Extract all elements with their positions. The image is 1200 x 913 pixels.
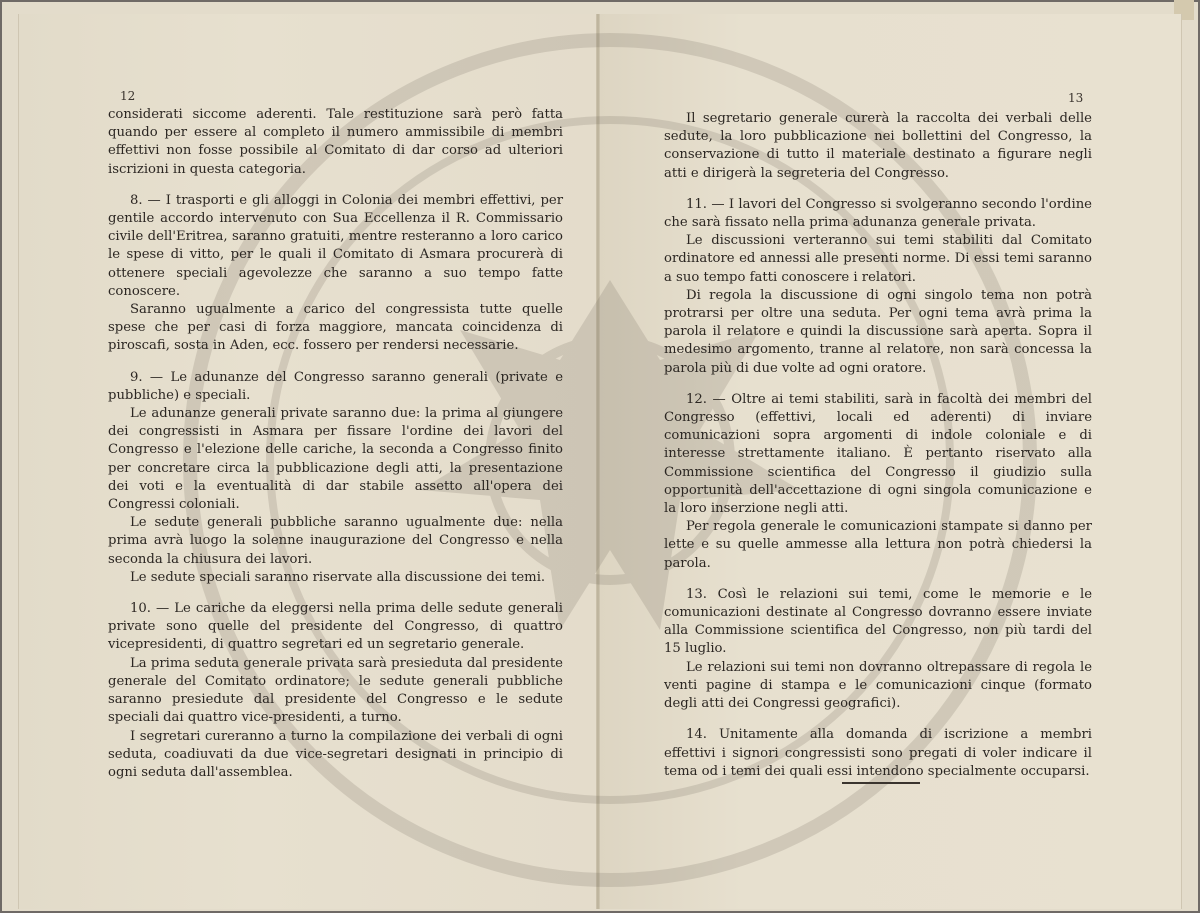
- paragraph: Di regola la discussione di ogni singolo tema non potrà protrarsi per oltre una seduta. Per ogni tema avrà prima la parola il relatore e quindi la discussione sarà aperta. Sopra il medesimo argomento, tranne al relatore, non sarà concessa la parola più di due volte ad ogni oratore.: [664, 287, 1092, 376]
- paragraph: I segretari cureranno a turno la compilazione dei verbali di ogni seduta, coadiuvati da due vice-segretari designati in principio di ogni seduta dall'assemblea.: [108, 728, 563, 780]
- paragraph-article-13: 13. Così le relazioni sui temi, come le memorie e le comunicazioni destinate al Congresso dovranno essere inviate alla Commissione scientifica del Congresso, non più tardi del 15 luglio.: [664, 586, 1092, 657]
- paragraph: Le discussioni verteranno sui temi stabiliti dal Comitato ordinatore ed annessi alle presenti norme. Di essi temi saranno a suo tempo fatti conoscere i relatori.: [664, 233, 1092, 285]
- paragraph-article-8: 8. — I trasporti e gli alloggi in Colonia dei membri effettivi, per gentile accordo intervenuto con Sua Eccellenza il R. Commissario civile dell'Eritrea, saranno gratuiti, mentre resteranno a loro carico le spese di vitto, per le quali il Comitato di Asmara procurerà di ottenere speciali agevolezze che saranno a suo tempo fatte conoscere.: [108, 192, 563, 299]
- paragraph: La prima seduta generale privata sarà presieduta dal presidente generale del Comitato ordinatore; le sedute generali pubbliche saranno presiedute dal presidente del Congresso e le sedute speciali dai quattro vice-presidenti, a turno.: [108, 655, 563, 726]
- paragraph: considerati siccome aderenti. Tale restituzione sarà però fatta quando per essere al completo il numero ammissibile di membri effettivi non fosse possibile al Comitato di dar corso ad ulteriori iscrizioni in questa categoria.: [108, 107, 563, 177]
- paragraph-article-9: 9. — Le adunanze del Congresso saranno generali (private e pubbliche) e speciali.: [108, 369, 563, 403]
- paragraph-article-10: 10. — Le cariche da eleggersi nella prima delle sedute generali private sono quelle del presidente del Congresso, di quattro vicepresidenti, di quattro segretari ed un segretario generale.: [108, 601, 563, 653]
- right-page-text: [664, 110, 1092, 781]
- paragraph: Saranno ugualmente a carico del congressista tutte quelle spese che per casi di forza maggiore, mancata coincidenza di piroscafi, sosta in Aden, ecc. fossero per rendersi necessarie.: [108, 302, 563, 354]
- paragraph-article-11: 11. — I lavori del Congresso si svolgeranno secondo l'ordine che sarà fissato nella prima adunanza generale privata.: [664, 196, 1092, 231]
- paragraph: Il segretario generale curerà la raccolta dei verbali delle sedute, la loro pubblicazione nei bollettini del Congresso, la conservazione di tutto il materiale destinato a figurare negli atti e dirigerà la segreteria del Congresso.: [664, 111, 1092, 181]
- end-rule: [842, 782, 920, 784]
- paragraph: Le adunanze generali private saranno due: la prima al giungere dei congressisti in Asmara per fissare l'ordine dei lavori del Congresso e l'elezione delle cariche, la seconda a Congresso finito per concretare circa la pubblicazione degli atti, la presentazione dei voti e la eventualità di dar stabile assetto all'opera dei Congressi coloniali.: [108, 406, 563, 513]
- paragraph-article-12: 12. — Oltre ai temi stabiliti, sarà in facoltà dei membri del Congresso (effettivi, locali ed aderenti) di inviare comunicazioni sopra argomenti di indole coloniale e di interesse strettamente italiano. È pertanto riservato alla Commissione scientifica del Congresso il giudizio sulla opportunità dell'accettazione di ogni singola comunicazione e la loro inserzione negli atti.: [664, 391, 1092, 517]
- left-page-text: [108, 106, 563, 782]
- paragraph: Le sedute speciali saranno riservate alla discussione dei temi.: [130, 569, 546, 585]
- book-gutter: [596, 14, 600, 909]
- paragraph: Le sedute generali pubbliche saranno ugualmente due: nella prima avrà luogo la solenne inaugurazione del Congresso e nella seconda la chiusura dei lavori.: [108, 515, 563, 567]
- paragraph-article-14: 14. Unitamente alla domanda di iscrizione a membri effettivi i signori congressisti sono pregati di voler indicare il tema od i temi dei quali essi intendono specialmente occuparsi.: [664, 727, 1092, 779]
- paragraph: Le relazioni sui temi non dovranno oltrepassare di regola le venti pagine di stampa e le comunicazioni cinque (formato degli atti dei Congressi geografici).: [664, 659, 1092, 712]
- right-page-number: 13: [1068, 91, 1084, 105]
- left-page-number: 12: [120, 89, 136, 103]
- paragraph: Per regola generale le comunicazioni stampate si danno per lette e su quelle ammesse alla lettura non potrà chiedersi la parola.: [664, 519, 1092, 571]
